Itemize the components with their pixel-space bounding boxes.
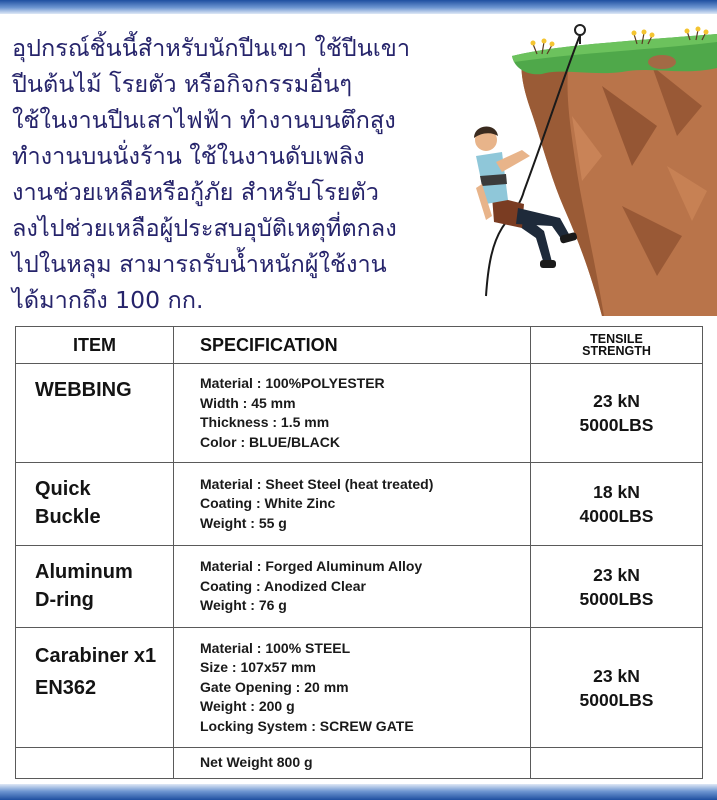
- tensile-kn: 23 kN: [593, 665, 640, 686]
- spec-line: Color : BLUE/BLACK: [200, 433, 340, 450]
- intro-line: งานช่วยเหลือหรือกู้ภัย สำหรับโรยตัว: [12, 178, 379, 206]
- tensile-lbs: 5000LBS: [579, 689, 654, 710]
- specification-table: [15, 326, 703, 779]
- table-row: [16, 628, 703, 748]
- intro-line: ปีนต้นไม้ โรยตัว หรือกิจกรรมอื่นๆ: [12, 70, 353, 98]
- spec-line: Weight : 76 g: [200, 597, 287, 614]
- item-name: [16, 628, 174, 748]
- item-name-line: D-ring: [35, 589, 94, 611]
- empty-cell: [16, 748, 174, 779]
- spec-line: Material : Sheet Steel (heat treated): [200, 475, 434, 492]
- intro-line: ใช้ในงานปีนเสาไฟฟ้า ทำงานบนตึกสูง: [12, 106, 396, 134]
- spec-details: [174, 364, 531, 463]
- bottom-decorative-band: [0, 784, 717, 800]
- anchor-ring: [575, 25, 585, 35]
- net-weight: Net Weight 800 g: [174, 748, 531, 779]
- intro-line: ทำงานบนนั่งร้าน ใช้ในงานดับเพลิง: [12, 142, 365, 170]
- rappelling-climber-illustration: [452, 16, 717, 316]
- spec-line: Width : 45 mm: [200, 394, 296, 411]
- intro-line: ได้มากถึง 100 กก.: [12, 286, 204, 314]
- spec-line: Thickness : 1.5 mm: [200, 414, 330, 430]
- header-tensile-line: STRENGTH: [582, 344, 651, 358]
- spec-line: Weight : 200 g: [200, 698, 295, 715]
- item-name-line: Buckle: [35, 506, 101, 528]
- spec-line: Coating : White Zinc: [200, 495, 336, 512]
- table-header-row: [16, 327, 703, 364]
- intro-line: ไปในหลุม สามารถรับน้ำหนักผู้ใช้งาน: [12, 250, 387, 278]
- spec-details: [174, 628, 531, 748]
- header-item: ITEM: [16, 327, 174, 364]
- spec-line: Material : 100% STEEL: [200, 639, 351, 656]
- spec-line: Gate Opening : 20 mm: [200, 678, 349, 695]
- header-specification: SPECIFICATION: [174, 327, 531, 364]
- tensile-value: [531, 628, 703, 748]
- spec-line: Size : 107x57 mm: [200, 659, 316, 676]
- item-name-line: EN362: [35, 677, 97, 699]
- tensile-value: [531, 364, 703, 463]
- tensile-kn: 23 kN: [593, 564, 640, 585]
- intro-paragraph: [12, 30, 482, 318]
- item-name-line: Aluminum: [35, 561, 133, 583]
- item-name: [16, 546, 174, 628]
- tensile-value: [531, 463, 703, 546]
- tensile-value: [531, 546, 703, 628]
- item-name: [16, 364, 174, 463]
- tensile-lbs: 4000LBS: [579, 506, 654, 526]
- net-weight-row: [16, 748, 703, 779]
- spec-line: Material : Forged Aluminum Alloy: [200, 558, 423, 575]
- spec-line: Coating : Anodized Clear: [200, 577, 366, 594]
- item-name: [16, 463, 174, 546]
- spec-line: Locking System : SCREW GATE: [200, 717, 414, 734]
- spec-details: [174, 463, 531, 546]
- header-tensile-strength: [531, 327, 703, 364]
- tensile-kn: 18 kN: [593, 482, 640, 502]
- intro-line: ลงไปช่วยเหลือผู้ประสบอุบัติเหตุที่ตกลง: [12, 214, 397, 242]
- item-name-line: Quick: [35, 478, 91, 500]
- item-name-line: Carabiner x1: [35, 645, 157, 667]
- tensile-lbs: 5000LBS: [579, 588, 654, 609]
- table-row: [16, 546, 703, 628]
- tensile-lbs: 5000LBS: [579, 415, 654, 435]
- spec-line: Material : 100%POLYESTER: [200, 375, 385, 391]
- table-row: [16, 364, 703, 463]
- intro-line: อุปกรณ์ชิ้นนี้สำหรับนักปีนเขา ใช้ปีนเขา: [12, 34, 411, 62]
- table-row: [16, 463, 703, 546]
- header-tensile-line: TENSILE: [590, 332, 643, 346]
- item-name-line: WEBBING: [35, 379, 132, 401]
- tensile-kn: 23 kN: [593, 391, 640, 411]
- spec-details: [174, 546, 531, 628]
- empty-cell: [531, 748, 703, 779]
- top-decorative-band: [0, 0, 717, 14]
- spec-line: Weight : 55 g: [200, 514, 287, 531]
